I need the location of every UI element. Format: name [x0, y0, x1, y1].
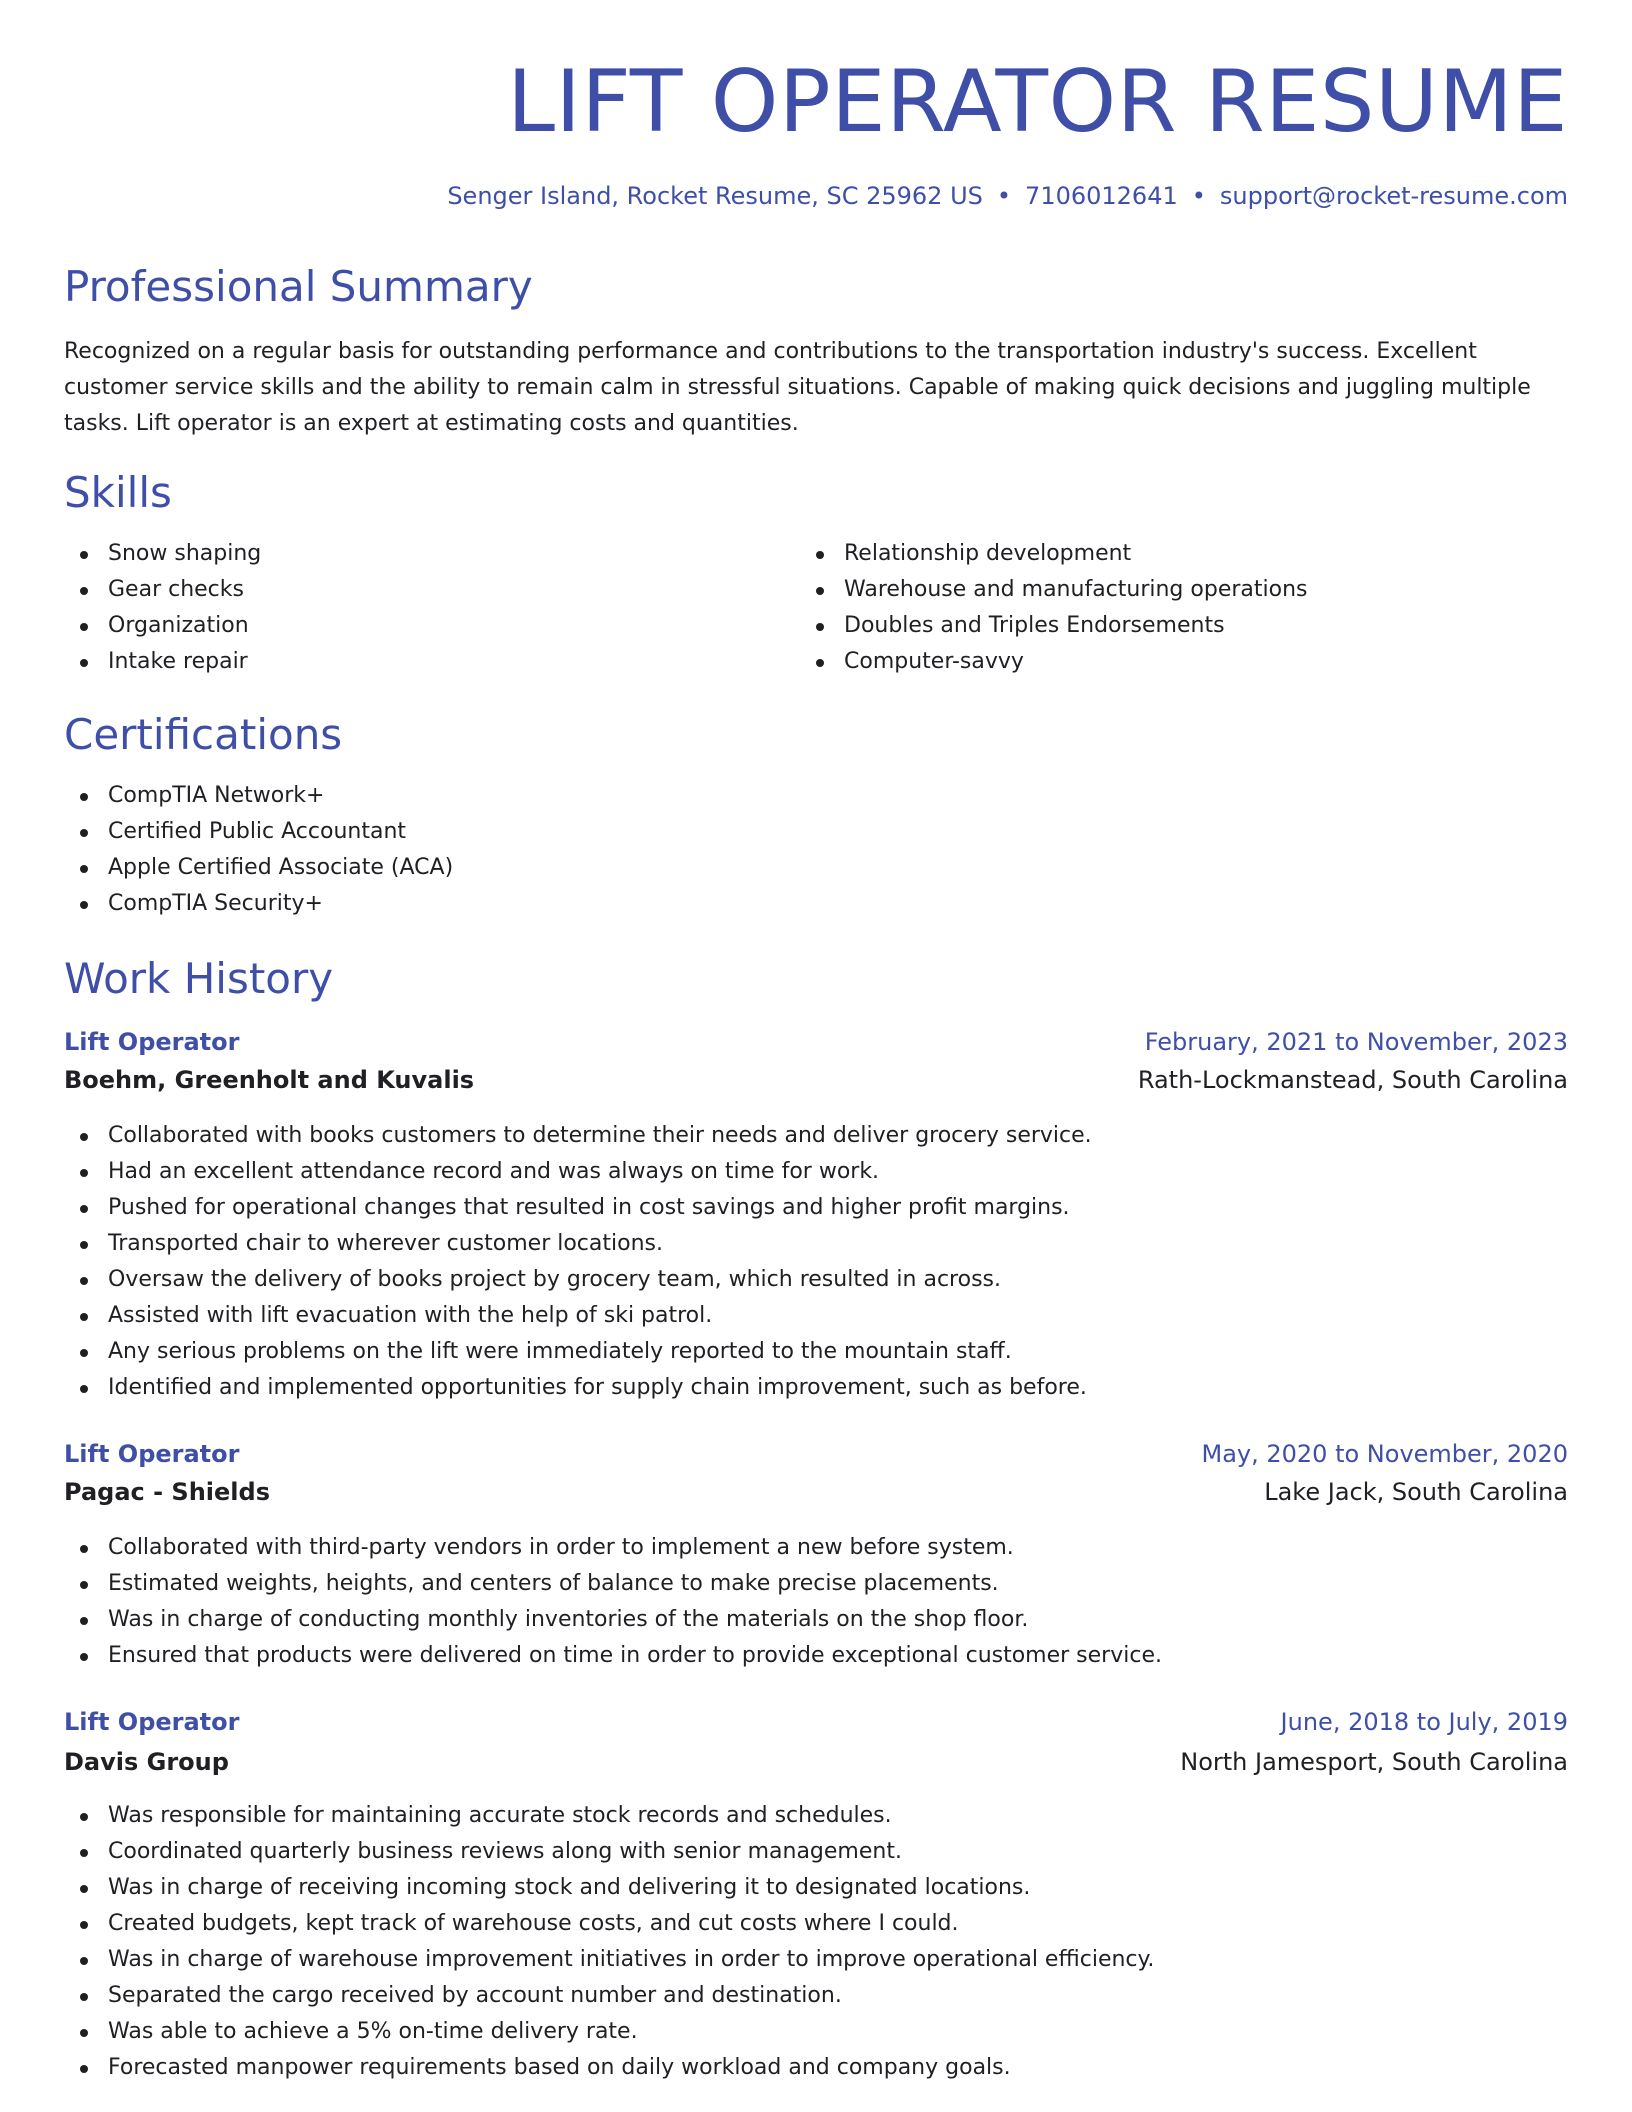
contact-email: support@rocket-resume.com — [1219, 182, 1568, 210]
contact-line — [447, 180, 1568, 212]
certification-item: Certified Public Accountant — [64, 814, 453, 850]
skills-list-left — [64, 536, 261, 680]
skill-item: Intake repair — [64, 644, 261, 680]
contact-phone: 7106012641 — [1025, 182, 1178, 210]
job-bullet: Created budgets, kept track of warehouse costs, and cut costs where I could. — [64, 1906, 1154, 1942]
skill-item: Computer-savvy — [800, 644, 1307, 680]
job-bullets — [64, 1530, 1162, 1674]
job-location: Lake Jack, South Carolina — [1264, 1478, 1568, 1506]
job-dates: May, 2020 to November, 2020 — [1201, 1440, 1568, 1468]
skill-item: Snow shaping — [64, 536, 261, 572]
job-company: Pagac - Shields — [64, 1478, 270, 1506]
job-bullets — [64, 1798, 1154, 2086]
job-bullet: Coordinated quarterly business reviews along with senior management. — [64, 1834, 1154, 1870]
job-bullet: Separated the cargo received by account number and destination. — [64, 1978, 1154, 2014]
job-bullet: Assisted with lift evacuation with the help of ski patrol. — [64, 1298, 1092, 1334]
job-bullet: Was able to achieve a 5% on-time delivery rate. — [64, 2014, 1154, 2050]
certification-item: CompTIA Network+ — [64, 778, 453, 814]
job-title: Lift Operator — [64, 1440, 240, 1468]
job-bullet: Pushed for operational changes that resulted in cost savings and higher profit margins. — [64, 1190, 1092, 1226]
resume-title: LIFT OPERATOR RESUME — [507, 52, 1568, 152]
work-history-heading: Work History — [64, 954, 334, 1003]
job-bullet: Oversaw the delivery of books project by grocery team, which resulted in across. — [64, 1262, 1092, 1298]
contact-address: Senger Island, Rocket Resume, SC 25962 US — [447, 182, 983, 210]
job-bullet: Was in charge of receiving incoming stock and delivering it to designated locations. — [64, 1870, 1154, 1906]
job-bullet: Was in charge of conducting monthly inventories of the materials on the shop floor. — [64, 1602, 1162, 1638]
job-bullet: Was in charge of warehouse improvement initiatives in order to improve operational efficiency. — [64, 1942, 1154, 1978]
certifications-list — [64, 778, 453, 922]
job-bullet: Estimated weights, heights, and centers of balance to make precise placements. — [64, 1566, 1162, 1602]
job-bullets — [64, 1118, 1092, 1406]
summary-text: Recognized on a regular basis for outstanding performance and contributions to the transportation industry's success. Excellent customer service skills and the ability to remain calm in stressful situations. Capable of making quick decisions and juggling multiple tasks. Lift operator is an expert at estimating costs and quantities. — [64, 339, 1531, 436]
job-bullet: Any serious problems on the lift were immediately reported to the mountain staff. — [64, 1334, 1092, 1370]
job-bullet: Had an excellent attendance record and was always on time for work. — [64, 1154, 1092, 1190]
job-company: Davis Group — [64, 1748, 229, 1776]
job-dates: February, 2021 to November, 2023 — [1144, 1028, 1568, 1056]
job-bullet: Collaborated with books customers to determine their needs and deliver grocery service. — [64, 1118, 1092, 1154]
job-bullet: Transported chair to wherever customer locations. — [64, 1226, 1092, 1262]
skills-list-right — [800, 536, 1307, 680]
summary-heading: Professional Summary — [64, 262, 533, 311]
skill-item: Gear checks — [64, 572, 261, 608]
skill-item: Organization — [64, 608, 261, 644]
job-bullet: Identified and implemented opportunities for supply chain improvement, such as before. — [64, 1370, 1092, 1406]
certifications-heading: Certifications — [64, 710, 343, 759]
job-title: Lift Operator — [64, 1028, 240, 1056]
job-bullet: Forecasted manpower requirements based on daily workload and company goals. — [64, 2050, 1154, 2086]
job-title: Lift Operator — [64, 1708, 240, 1736]
contact-separator: • — [1191, 182, 1206, 210]
certification-item: CompTIA Security+ — [64, 886, 453, 922]
job-company: Boehm, Greenholt and Kuvalis — [64, 1066, 475, 1094]
job-location: North Jamesport, South Carolina — [1180, 1748, 1568, 1776]
certification-item: Apple Certified Associate (ACA) — [64, 850, 453, 886]
skills-heading: Skills — [64, 468, 172, 517]
skill-item: Warehouse and manufacturing operations — [800, 572, 1307, 608]
job-location: Rath-Lockmanstead, South Carolina — [1137, 1066, 1568, 1094]
contact-separator: • — [996, 182, 1012, 210]
job-bullet: Was responsible for maintaining accurate stock records and schedules. — [64, 1798, 1154, 1834]
skill-item: Doubles and Triples Endorsements — [800, 608, 1307, 644]
skill-item: Relationship development — [800, 536, 1307, 572]
job-bullet: Collaborated with third-party vendors in order to implement a new before system. — [64, 1530, 1162, 1566]
job-dates: June, 2018 to July, 2019 — [1280, 1708, 1568, 1736]
job-bullet: Ensured that products were delivered on time in order to provide exceptional customer service. — [64, 1638, 1162, 1674]
